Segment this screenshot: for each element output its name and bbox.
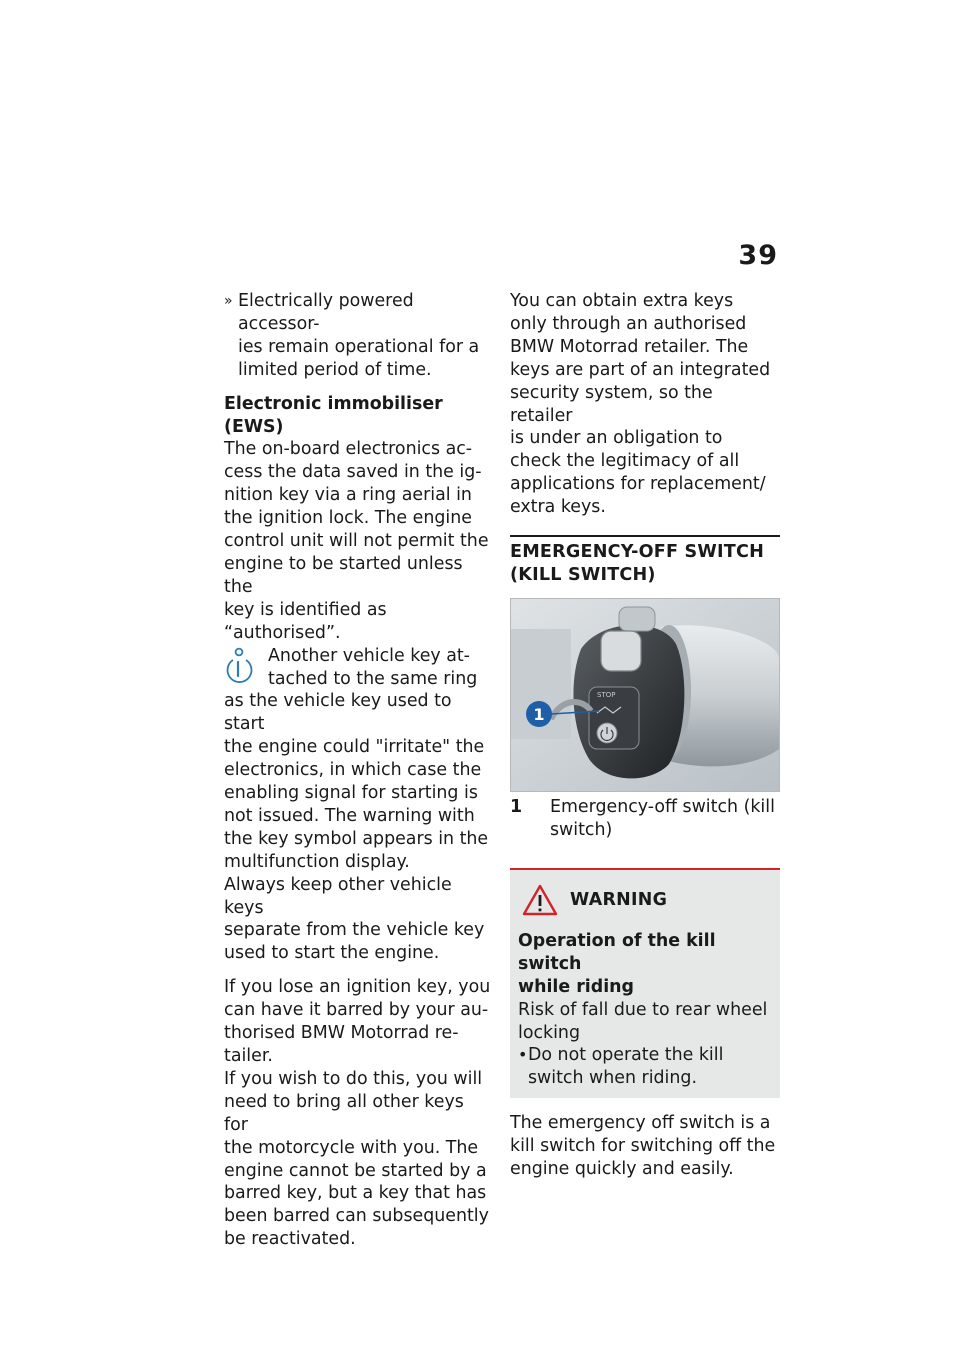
text-line: engine quickly and easily. xyxy=(510,1159,734,1180)
text-line: the key symbol appears in the xyxy=(224,828,489,849)
text-line: be reactivated. xyxy=(224,1229,356,1250)
text-line: as the vehicle key used to start xyxy=(224,691,452,735)
kill-switch-photo xyxy=(510,598,780,792)
section-title-line: EMERGENCY-OFF SWITCH xyxy=(510,542,765,563)
text-line: Emergency-off switch (kill xyxy=(550,797,775,818)
text-line: tached to the same ring xyxy=(268,668,478,689)
warning-label: WARNING xyxy=(570,889,668,910)
text-line: extra keys. xyxy=(510,497,606,518)
text-line: engine cannot be started by a xyxy=(224,1160,487,1181)
text-line: been barred can subsequently xyxy=(224,1206,489,1227)
text-line: check the legitimacy of all xyxy=(510,451,740,472)
text-line: limited period of time. xyxy=(238,359,432,380)
keep-keys-paragraph xyxy=(224,874,492,966)
text-line: thorised BMW Motorrad re- xyxy=(224,1023,459,1044)
figure-caption xyxy=(510,796,780,842)
text-line: key is identified as “authorised”. xyxy=(224,599,387,643)
text-line: If you lose an ignition key, you xyxy=(224,977,491,998)
caption-number: 1 xyxy=(510,797,523,818)
info-icon xyxy=(224,645,264,685)
bring-keys-paragraph xyxy=(224,1068,492,1251)
text-line: used to start the engine. xyxy=(224,943,440,964)
text-line: control unit will not permit the xyxy=(224,531,489,552)
text-line: not issued. The warning with xyxy=(224,805,475,826)
handlebar-switch-illustration xyxy=(511,599,779,791)
text-line: Always keep other vehicle keys xyxy=(224,874,452,918)
text-line: barred key, but a key that has xyxy=(224,1183,487,1204)
warning-action xyxy=(518,1044,772,1090)
text-line: need to bring all other keys for xyxy=(224,1091,464,1135)
page-number: 39 xyxy=(738,240,778,271)
ews-heading: Electronic immobiliser (EWS) xyxy=(224,393,443,437)
text-line: nition key via a ring aerial in xyxy=(224,485,472,506)
text-line: ies remain operational for a xyxy=(238,336,480,357)
section-divider xyxy=(510,535,780,537)
text-line: You can obtain extra keys xyxy=(510,291,734,311)
left-column xyxy=(224,290,492,1251)
text-line: switch when riding. xyxy=(528,1068,697,1089)
text-line: cess the data saved in the ig- xyxy=(224,462,482,483)
text-line: Do not operate the kill xyxy=(528,1045,724,1066)
text-line: the motorcycle with you. The xyxy=(224,1137,479,1158)
text-line: separate from the vehicle key xyxy=(224,920,485,941)
text-line: The on-board electronics ac- xyxy=(224,439,473,460)
text-line: switch) xyxy=(550,819,613,840)
lost-key-paragraph xyxy=(224,976,492,1068)
text-line: enabling signal for starting is xyxy=(224,783,478,804)
accessory-bullet xyxy=(224,290,492,382)
ews-paragraph xyxy=(224,438,492,644)
text-line: the engine could "irritate" the xyxy=(224,737,485,758)
text-line: BMW Motorrad retailer. The xyxy=(510,336,749,357)
text-line: Electrically powered accessor- xyxy=(238,291,414,334)
warning-box xyxy=(510,868,780,1098)
extra-keys-paragraph xyxy=(510,290,780,519)
info-note xyxy=(224,645,492,874)
warning-risk-line: Risk of fall due to rear wheel xyxy=(518,999,768,1020)
warning-risk-line: locking xyxy=(518,1022,580,1043)
text-line: security system, so the retailer xyxy=(510,382,713,426)
warning-title-line: Operation of the kill switch xyxy=(518,930,716,974)
kill-switch-description xyxy=(510,1112,780,1181)
text-line: The emergency off switch is a xyxy=(510,1113,771,1134)
warning-title-line: while riding xyxy=(518,976,634,997)
text-line: engine to be started unless the xyxy=(224,553,463,597)
text-line: tailer. xyxy=(224,1046,273,1066)
text-line: the ignition lock. The engine xyxy=(224,508,472,529)
text-line: electronics, in which case the xyxy=(224,760,482,781)
text-line: is under an obligation to xyxy=(510,428,723,449)
text-line: Another vehicle key at- xyxy=(268,645,470,666)
text-line: can have it barred by your au- xyxy=(224,1000,489,1021)
bullet-dot-icon: • xyxy=(518,1045,528,1065)
stop-label: STOP xyxy=(597,691,616,700)
text-line: applications for replacement/ xyxy=(510,474,766,495)
text-line: kill switch for switching off the xyxy=(510,1136,776,1157)
callout-number: 1 xyxy=(533,705,545,725)
text-line: only through an authorised xyxy=(510,313,747,334)
arrow-bullet-icon: » xyxy=(224,293,233,309)
right-column xyxy=(510,290,780,1181)
warning-triangle-icon xyxy=(522,884,558,916)
text-line: multifunction display. xyxy=(224,851,410,872)
section-title-line: (KILL SWITCH) xyxy=(510,565,656,586)
text-line: If you wish to do this, you will xyxy=(224,1068,483,1089)
text-line: keys are part of an integrated xyxy=(510,359,771,380)
